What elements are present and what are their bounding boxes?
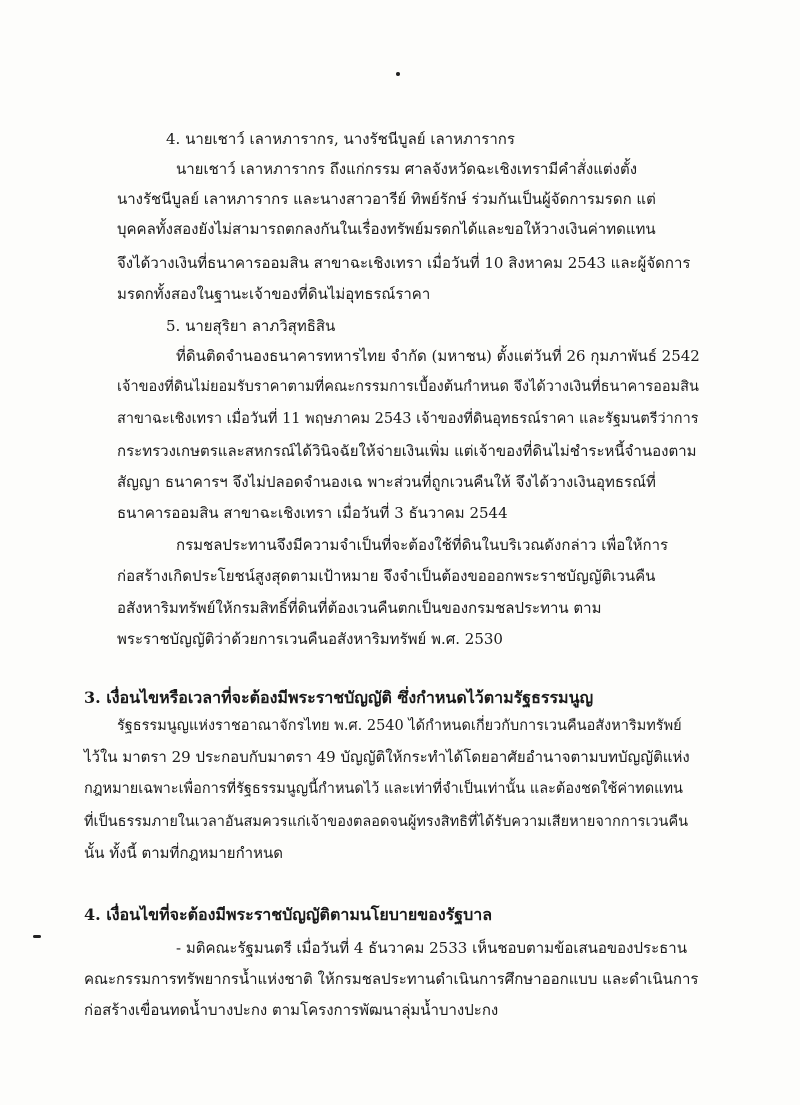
item4-line-5: มรดกทั้งสองในฐานะเจ้าของที่ดินไม่อุทธรณ์ราคา: [117, 285, 431, 303]
section3-line-1: รัฐธรรมนูญแห่งราชอาณาจักรไทย พ.ศ. 2540 ได้กำหนดเกี่ยวกับการเวนคืนอสังหาริมทรัพย์: [117, 718, 682, 734]
section4-line-3: ก่อสร้างเขื่อนทดน้ำบางปะกง ตามโครงการพัฒนาลุ่มน้ำบางปะกง: [84, 1001, 499, 1019]
scan-speck-left: [33, 935, 41, 938]
summary-line-2: ก่อสร้างเกิดประโยชน์สูงสุดตามเป้าหมาย จึงจำเป็นต้องขอออกพระราชบัญญัติเวนคืน: [117, 567, 656, 585]
section3-heading: 3. เงื่อนไขหรือเวลาที่จะต้องมีพระราชบัญญัติ ซึ่งกำหนดไว้ตามรัฐธรรมนูญ: [84, 688, 594, 707]
item4-line-4: จึงได้วางเงินที่ธนาคารออมสิน สาขาฉะเชิงเทรา เมื่อวันที่ 10 สิงหาคม 2543 และผู้จัดการ: [117, 254, 691, 272]
item5-line-1: ที่ดินติดจำนองธนาคารทหารไทย จำกัด (มหาชน) ตั้งแต่วันที่ 26 กุมภาพันธ์ 2542: [176, 347, 700, 365]
item5-line-2: เจ้าของที่ดินไม่ยอมรับราคาตามที่คณะกรรมการเบื้องต้นกำหนด จึงได้วางเงินที่ธนาคารออมสิน: [117, 379, 699, 395]
item5-line-5: สัญญา ธนาคารฯ จึงไม่ปลอดจำนองเฉ พาะส่วนที่ถูกเวนคืนให้ จึงได้วางเงินอุทธรณ์ที่: [117, 473, 656, 491]
item5-line-4: กระทรวงเกษตรและสหกรณ์ได้วินิจฉัยให้จ่ายเงินเพิ่ม แต่เจ้าของที่ดินไม่ชำระหนี้จำนองตาม: [117, 442, 697, 460]
item4-line-1: นายเชาว์ เลาหภารากร ถึงแก่กรรม ศาลจังหวัดฉะเชิงเทรามีคำสั่งแต่งตั้ง: [176, 160, 638, 178]
item5-line-3: สาขาฉะเชิงเทรา เมื่อวันที่ 11 พฤษภาคม 2543 เจ้าของที่ดินอุทธรณ์ราคา และรัฐมนตรีว่าการ: [117, 411, 699, 427]
scan-speck-top: [396, 72, 400, 76]
summary-line-1: กรมชลประทานจึงมีความจำเป็นที่จะต้องใช้ที่ดินในบริเวณดังกล่าว เพื่อให้การ: [176, 536, 669, 554]
section3-line-3: กฎหมายเฉพาะเพื่อการที่รัฐธรรมนูญนี้กำหนดไว้ และเท่าที่จำเป็นเท่านั้น และต้องชดใช้ค่าทดแทน: [84, 781, 683, 797]
item4-line-2: นางรัชนีบูลย์ เลาหภารากร และนางสาวอารีย์ ทิพย์รักษ์ ร่วมกันเป็นผู้จัดการมรดก แต่: [117, 190, 656, 208]
summary-line-4: พระราชบัญญัติว่าด้วยการเวนคืนอสังหาริมทรัพย์ พ.ศ. 2530: [117, 630, 503, 648]
section4-line-1: - มติคณะรัฐมนตรี เมื่อวันที่ 4 ธันวาคม 2533 เห็นชอบตามข้อเสนอของประธาน: [176, 939, 687, 957]
item4-line-3: บุคคลทั้งสองยังไม่สามารถตกลงกันในเรื่องทรัพย์มรดกได้และขอให้วางเงินค่าทดแทน: [117, 220, 656, 238]
item5-title: 5. นายสุริยา ลาภวิสุทธิสิน: [166, 317, 336, 335]
section4-line-2: คณะกรรมการทรัพยากรน้ำแห่งชาติ ให้กรมชลประทานดำเนินการศึกษาออกแบบ และดำเนินการ: [84, 970, 699, 988]
item5-line-6: ธนาคารออมสิน สาขาฉะเชิงเทรา เมื่อวันที่ 3 ธันวาคม 2544: [117, 504, 508, 522]
section3-line-5: นั้น ทั้งนี้ ตามที่กฎหมายกำหนด: [84, 844, 283, 862]
section3-line-4: ที่เป็นธรรมภายในเวลาอันสมควรแก่เจ้าของตลอดจนผู้ทรงสิทธิที่ได้รับความเสียหายจากการเวนคืน: [84, 814, 689, 830]
section3-line-2: ไว้ใน มาตรา 29 ประกอบกับมาตรา 49 บัญญัติให้กระทำได้โดยอาศัยอำนาจตามบทบัญญัติแห่ง: [84, 748, 690, 766]
item4-title: 4. นายเชาว์ เลาหภารากร, นางรัชนีบูลย์ เลาหภารากร: [166, 130, 515, 148]
section4-heading: 4. เงื่อนไขที่จะต้องมีพระราชบัญญัติตามนโยบายของรัฐบาล: [84, 905, 493, 924]
summary-line-3: อสังหาริมทรัพย์ให้กรมสิทธิ์ที่ดินที่ต้องเวนคืนตกเป็นของกรมชลประทาน ตาม: [117, 599, 602, 617]
